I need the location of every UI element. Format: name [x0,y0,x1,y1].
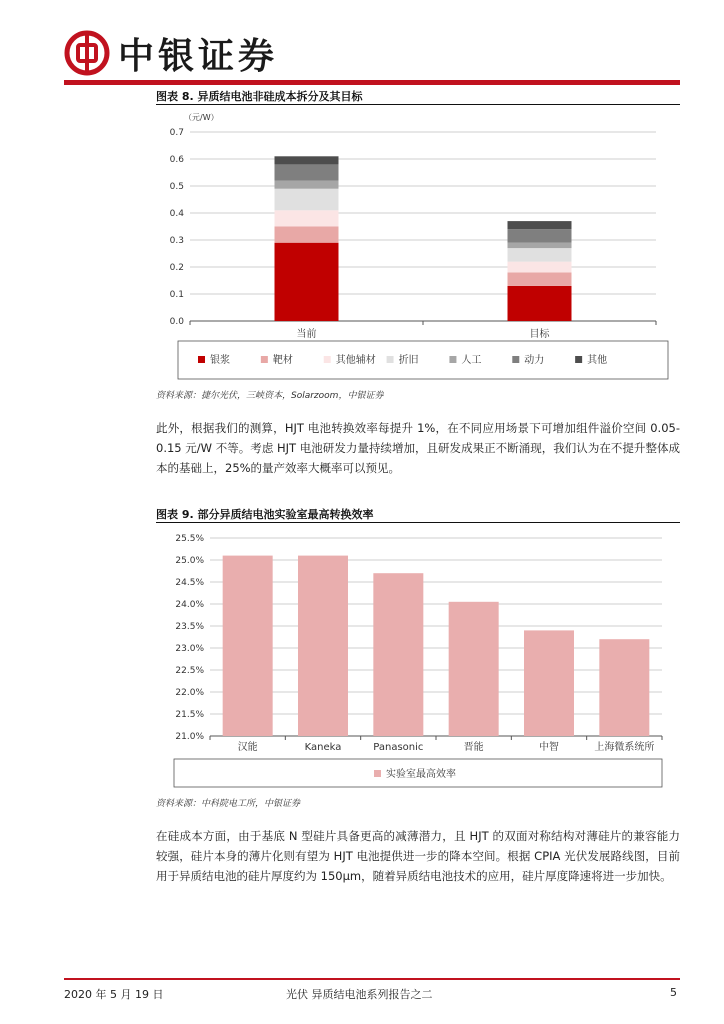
figure8-legend-swatch [198,356,205,363]
figure9-y-tick-label: 24.5% [175,578,204,588]
figure8-y-tick-label: 0.3 [169,236,184,246]
figure9-x-tick-label: 晋能 [463,742,484,753]
figure8-legend-label: 人工 [461,355,482,366]
figure8-title: 图表 8. 异质结电池非硅成本拆分及其目标 [156,90,363,103]
figure8-legend-label: 其他 [587,355,608,366]
figure8-legend-label: 靶材 [272,355,293,366]
figure8-legend-label: 银浆 [210,355,230,366]
figure9-x-tick-label: 上海微系统所 [594,742,655,753]
figure8-legend-label: 其他辅材 [335,355,376,366]
figure9-source: 资料来源：中科院电工所，中银证券 [156,799,301,809]
bank-of-china-logo-icon [64,30,110,76]
figure8-source: 资料来源：捷尔光伏，三峡资本，Solarzoom，中银证券 [156,391,384,401]
figure8-legend-swatch [324,356,331,363]
figure9-y-tick-label: 21.5% [175,710,204,720]
figure9-y-tick-label: 23.0% [175,644,204,654]
figure9-bar [599,639,649,736]
figure9-y-tick-label: 22.5% [175,666,204,676]
figure9-x-tick-label: Kaneka [304,742,342,753]
figure8-bar-segment [275,243,339,321]
figure9-legend-swatch [374,770,381,777]
figure9-title: 图表 9. 部分异质结电池实验室最高转换效率 [156,508,374,521]
figure9-y-tick-label: 21.0% [175,732,204,742]
figure9-chart [156,526,680,794]
figure8-legend-label: 折旧 [398,355,419,366]
figure8-y-tick-label: 0.5 [169,182,184,192]
figure9-y-tick-label: 25.5% [175,534,204,544]
figure8-x-tick-label: 目标 [529,329,550,340]
figure8-bar-segment [275,156,339,164]
figure9-x-tick-label: Panasonic [373,742,424,753]
figure9-legend-label: 实验室最高效率 [386,769,456,780]
figure8-legend-swatch [575,356,582,363]
figure8-y-tick-label: 0.0 [169,317,184,327]
figure8-bar-segment [275,227,339,243]
figure8-y-tick-label: 0.1 [169,290,184,300]
figure9-x-tick-label: 汉能 [237,742,258,753]
footer-rule [64,978,680,980]
footer-page-number: 5 [670,986,677,999]
figure9-y-tick-label: 23.5% [175,622,204,632]
figure8-x-tick-label: 当前 [296,329,317,340]
paragraph-silicon-cost: 在硅成本方面，由于基底 N 型硅片具备更高的减薄潜力，且 HJT 的双面对称结构对薄硅片的兼容能力较强，硅片本身的薄片化则有望为 HJT 电池提供进一步的降本空间。根据 CPIA 光伏发展路线图，目前用于异质结电池的硅片厚度约为 150μm，随着异质结电池技术的应用，硅片厚度降速将进一步加快。 [156,829,680,883]
paragraph-efficiency: 此外，根据我们的测算，HJT 电池转换效率每提升 1%，在不同应用场景下可增加组件溢价空间 0.05-0.15 元/W 不等。考虑 HJT 电池研发力量持续增加，且研发成果正不断涌现，我们认为在不提升整体成本的基础上，25%的量产效率大概率可以预见。 [156,421,680,475]
figure9-bar [298,556,348,736]
figure8-chart [156,108,680,386]
figure8-bar-segment [275,210,339,226]
figure8-bar-segment [508,286,572,321]
figure9-bar [373,573,423,736]
figure8-bar-segment [508,272,572,286]
figure9-bar [524,630,574,736]
figure9-bar [449,602,499,736]
figure8-bar-segment [275,181,339,189]
figure9-y-tick-label: 24.0% [175,600,204,610]
footer-report-name: 光伏 异质结电池系列报告之二 [286,988,433,1001]
figure8-unit-label: （元/W） [184,113,219,122]
figure8-y-tick-label: 0.6 [169,155,184,165]
footer-date: 2020 年 5 月 19 日 [64,988,164,1001]
figure8-bar-segment [508,243,572,248]
figure8-title-rule [156,104,680,105]
figure8-legend-swatch [387,356,394,363]
figure8-legend-swatch [261,356,268,363]
header-rule [64,80,680,85]
brand-name: 中银证券 [118,35,279,77]
figure8-bar-segment [275,164,339,180]
figure9-bar [223,556,273,736]
figure8-legend-swatch [512,356,519,363]
figure9-title-rule [156,522,680,523]
figure9-y-tick-label: 22.0% [175,688,204,698]
figure8-bar-segment [508,248,572,262]
figure8-legend-label: 动力 [524,355,545,366]
figure8-bar-segment [275,189,339,211]
figure8-y-tick-label: 0.4 [169,209,184,219]
figure8-bar-segment [508,221,572,229]
figure8-bar-segment [508,262,572,273]
figure9-y-tick-label: 25.0% [175,556,204,566]
figure8-bar-segment [508,229,572,243]
figure8-legend-swatch [449,356,456,363]
figure8-y-tick-label: 0.2 [169,263,184,273]
figure8-y-tick-label: 0.7 [169,128,184,138]
figure9-x-tick-label: 中智 [539,742,559,753]
